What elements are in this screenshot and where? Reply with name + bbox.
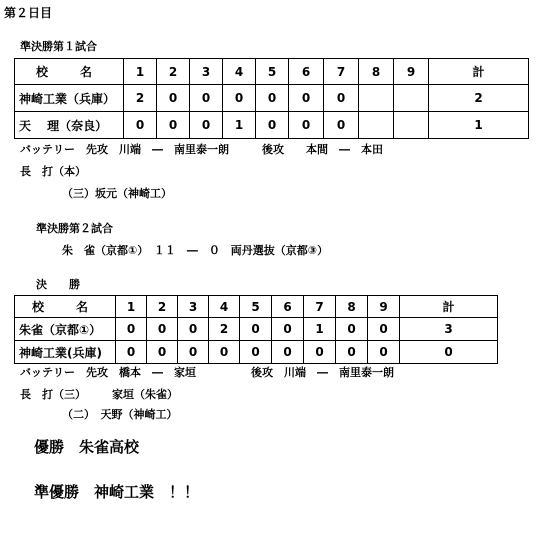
inning-score: 0 bbox=[272, 341, 304, 364]
inning-score: 0 bbox=[256, 85, 289, 112]
header-inning-7: 7 bbox=[324, 59, 359, 85]
header-inning-5: 5 bbox=[256, 59, 289, 85]
champion-announcement: 優勝 朱雀高校 bbox=[34, 438, 140, 456]
header-team: 校 名 bbox=[15, 59, 124, 85]
header-inning-2: 2 bbox=[147, 296, 178, 318]
semi1-scoreboard bbox=[14, 58, 529, 139]
inning-score: 0 bbox=[190, 85, 223, 112]
inning-score: 0 bbox=[223, 85, 256, 112]
total-score: 3 bbox=[400, 318, 498, 341]
total-score: 0 bbox=[400, 341, 498, 364]
inning-score: 0 bbox=[272, 318, 304, 341]
inning-score: 0 bbox=[178, 341, 209, 364]
inning-score: 0 bbox=[178, 318, 209, 341]
semi1-extra-hits-label: 長 打（本） bbox=[20, 165, 86, 178]
header-inning-4: 4 bbox=[223, 59, 256, 85]
inning-score: 0 bbox=[157, 85, 190, 112]
inning-score: 1 bbox=[304, 318, 336, 341]
table-row bbox=[15, 85, 529, 112]
semi1-header-row bbox=[15, 59, 529, 85]
inning-score: 0 bbox=[289, 112, 324, 139]
semi1-title: 準決勝第１試合 bbox=[20, 40, 97, 53]
team-name: 神崎工業（兵庫） bbox=[15, 85, 124, 112]
inning-score: 0 bbox=[116, 341, 147, 364]
inning-score: 0 bbox=[147, 341, 178, 364]
inning-score: 0 bbox=[147, 318, 178, 341]
inning-score: 2 bbox=[124, 85, 157, 112]
header-inning-9: 9 bbox=[394, 59, 429, 85]
header-inning-8: 8 bbox=[359, 59, 394, 85]
inning-score: 0 bbox=[157, 112, 190, 139]
inning-score: 0 bbox=[368, 318, 400, 341]
runner-up-announcement: 準優勝 神崎工業 ！！ bbox=[34, 483, 200, 501]
inning-score: 0 bbox=[324, 85, 359, 112]
semi1-battery: バッテリー 先攻 川端 ― 南里泰一朗 後攻 本間 ― 本田 bbox=[20, 143, 383, 156]
inning-score bbox=[394, 112, 429, 139]
header-inning-6: 6 bbox=[289, 59, 324, 85]
final-header-row bbox=[15, 296, 498, 318]
inning-score: 1 bbox=[223, 112, 256, 139]
inning-score: 0 bbox=[240, 341, 272, 364]
inning-score: 0 bbox=[289, 85, 324, 112]
inning-score bbox=[359, 85, 394, 112]
final-extra-hit-item: 家垣（朱雀） bbox=[112, 388, 178, 401]
header-inning-3: 3 bbox=[178, 296, 209, 318]
inning-score bbox=[394, 85, 429, 112]
team-name: 朱雀（京都①） bbox=[15, 318, 116, 341]
header-inning-3: 3 bbox=[190, 59, 223, 85]
team-name: 天 理（奈良） bbox=[15, 112, 124, 139]
header-inning-5: 5 bbox=[240, 296, 272, 318]
header-total: 計 bbox=[429, 59, 529, 85]
table-row bbox=[15, 318, 498, 341]
inning-score bbox=[359, 112, 394, 139]
final-scoreboard bbox=[14, 295, 498, 364]
header-inning-6: 6 bbox=[272, 296, 304, 318]
inning-score: 0 bbox=[209, 341, 240, 364]
inning-score: 0 bbox=[336, 341, 368, 364]
table-row bbox=[15, 341, 498, 364]
header-inning-2: 2 bbox=[157, 59, 190, 85]
header-total: 計 bbox=[400, 296, 498, 318]
inning-score: 0 bbox=[190, 112, 223, 139]
header-inning-1: 1 bbox=[124, 59, 157, 85]
total-score: 2 bbox=[429, 85, 529, 112]
team-name: 神崎工業(兵庫) bbox=[15, 341, 116, 364]
inning-score: 2 bbox=[209, 318, 240, 341]
inning-score: 0 bbox=[304, 341, 336, 364]
final-extra-hit-item: （二） 天野（神崎工） bbox=[62, 408, 178, 421]
final-extra-hits-label: 長 打（三） bbox=[20, 388, 86, 401]
inning-score: 0 bbox=[368, 341, 400, 364]
inning-score: 0 bbox=[124, 112, 157, 139]
header-inning-4: 4 bbox=[209, 296, 240, 318]
semi2-title: 準決勝第２試合 bbox=[36, 222, 113, 235]
header-inning-8: 8 bbox=[336, 296, 368, 318]
final-battery: バッテリー 先攻 橋本 ― 家垣 後攻 川端 ― 南里泰一朗 bbox=[20, 366, 394, 379]
inning-score: 0 bbox=[116, 318, 147, 341]
header-inning-7: 7 bbox=[304, 296, 336, 318]
semi1-extra-hit-item: （三）坂元（神崎工） bbox=[62, 187, 172, 200]
inning-score: 0 bbox=[240, 318, 272, 341]
inning-score: 0 bbox=[336, 318, 368, 341]
inning-score: 0 bbox=[256, 112, 289, 139]
header-inning-1: 1 bbox=[116, 296, 147, 318]
header-inning-9: 9 bbox=[368, 296, 400, 318]
table-row bbox=[15, 112, 529, 139]
total-score: 1 bbox=[429, 112, 529, 139]
semi2-result: 朱 雀（京都①） １１ ― ０ 両丹選抜（京都③） bbox=[62, 244, 329, 257]
final-title: 決 勝 bbox=[36, 278, 80, 291]
inning-score: 0 bbox=[324, 112, 359, 139]
header-team: 校 名 bbox=[15, 296, 116, 318]
day-title: 第２日目 bbox=[4, 6, 53, 20]
